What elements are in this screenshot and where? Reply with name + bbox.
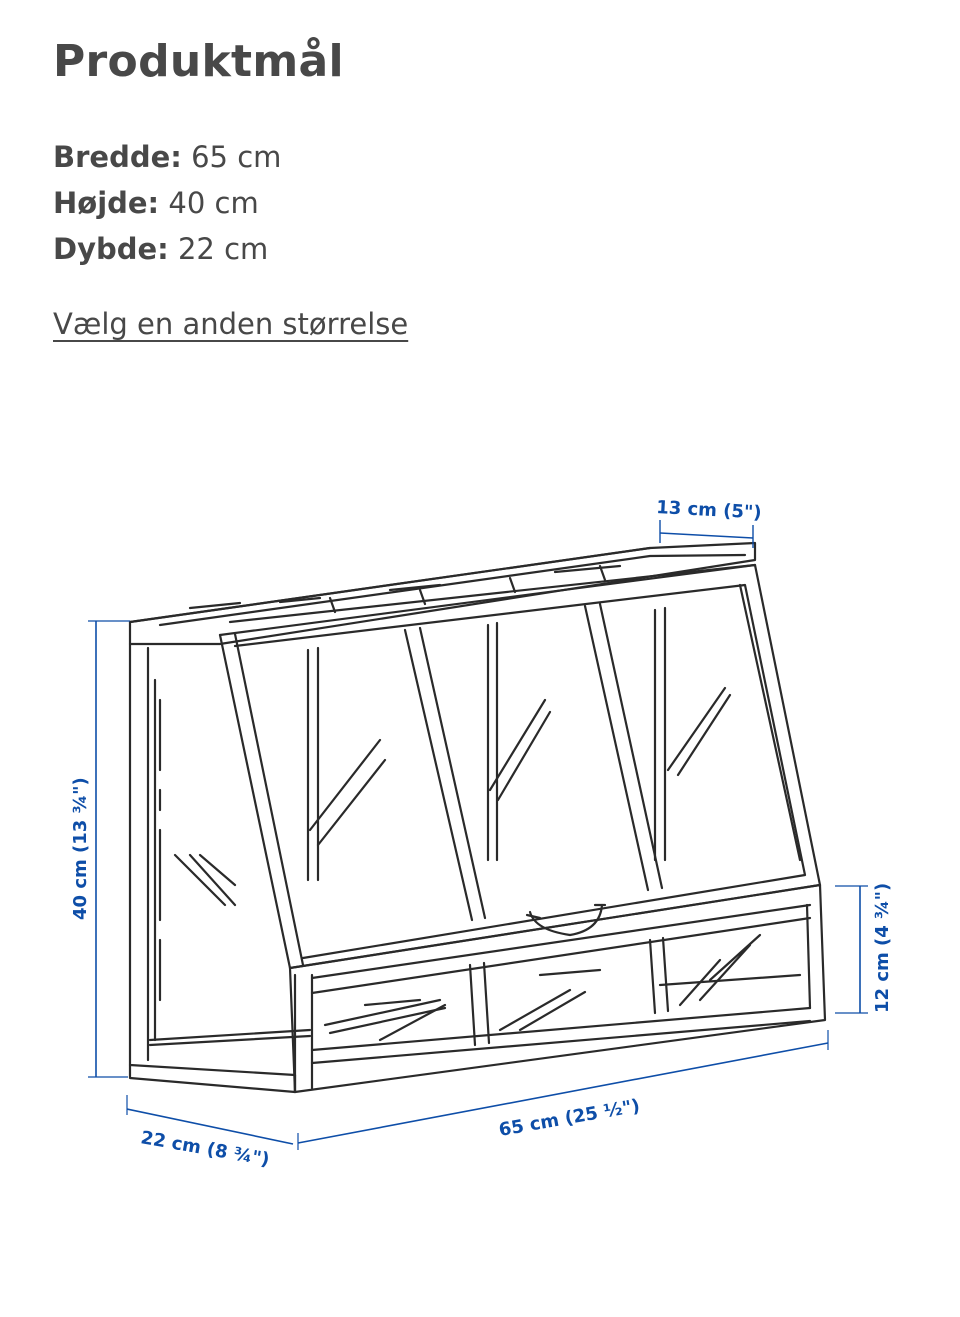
product-dimension-drawing [0, 380, 960, 1180]
dimension-label-base-height: 12 cm (4 ¾") [872, 882, 893, 1013]
dimension-value: 40 cm [159, 186, 259, 220]
dimension-value: 65 cm [181, 140, 282, 174]
dimension-height [53, 180, 281, 226]
dimension-depth [53, 226, 281, 272]
dimensions-list [53, 134, 281, 272]
dimension-label-depth: 22 cm (8 ¾") [139, 1127, 272, 1171]
dimension-label: Højde: [53, 186, 160, 220]
greenhouse-line-drawing [130, 543, 825, 1092]
dimension-label: Dybde: [53, 232, 169, 266]
page-title: Produktmål [53, 36, 344, 87]
dimension-value: 22 cm [168, 232, 269, 266]
dimension-width [53, 134, 281, 180]
choose-other-size-link[interactable]: Vælg en anden størrelse [53, 307, 409, 341]
dimension-label-width: 65 cm (25 ½") [497, 1095, 642, 1141]
dimension-label-height: 40 cm (13 ¾") [70, 777, 91, 920]
dimension-label: Bredde: [53, 140, 182, 174]
dimension-label-top-depth: 13 cm (5") [655, 497, 763, 524]
